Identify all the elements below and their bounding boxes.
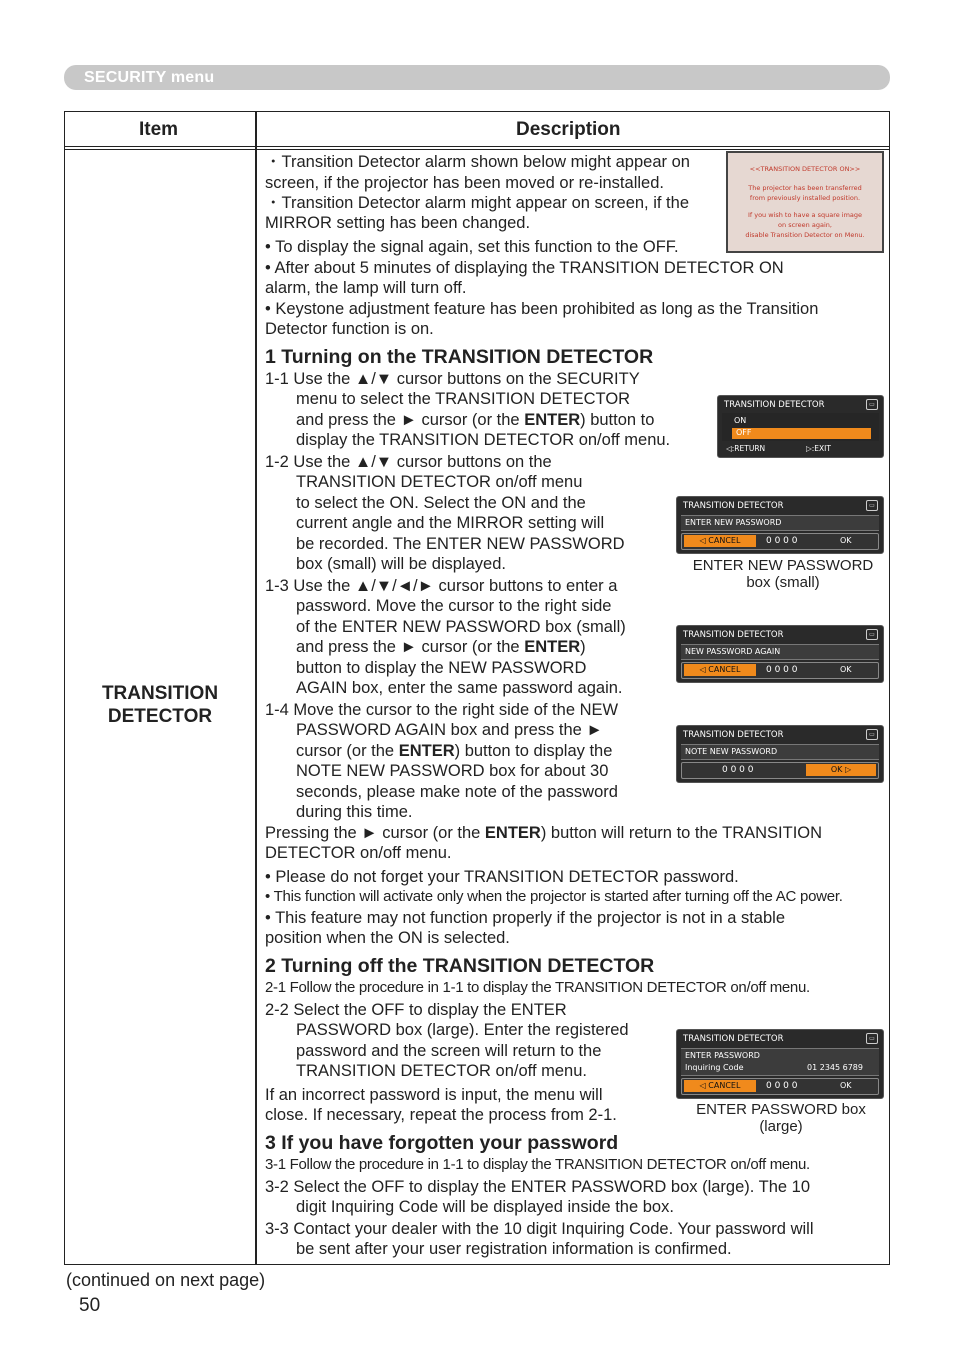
osd-title: TRANSITION DETECTOR — [724, 400, 825, 410]
osd-new-password-again-image — [676, 625, 884, 683]
step-line: AGAIN box, enter the same password again. — [296, 679, 623, 697]
osd-enter-password-large-image — [676, 1029, 884, 1099]
osd-title: TRANSITION DETECTOR — [683, 730, 784, 740]
caption-small-box: ENTER NEW PASSWORD box (small) — [692, 557, 874, 591]
intro-line: Detector function is on. — [265, 320, 434, 338]
osd-password-bar: ◁ CANCEL 0 0 0 0 OK — [681, 1078, 879, 1095]
osd-password-bar: ◁ CANCEL 0 0 0 0 OK — [681, 662, 879, 679]
menu-title: SECURITY menu — [84, 69, 215, 86]
step-line: 3-2 Select the OFF to display the ENTER PASSWORD box (large). The 10 — [265, 1178, 811, 1196]
step-line: 1-1 Use the ▲/▼ cursor buttons on the SECURITY — [265, 370, 640, 388]
column-divider — [255, 112, 257, 1264]
step-line: 1-4 Move the cursor to the right side of the NEW — [265, 701, 619, 719]
step-line: to select the ON. Select the ON and the — [296, 494, 586, 512]
step-line: display the TRANSITION DETECTOR on/off menu. — [296, 431, 671, 449]
step-line: TRANSITION DETECTOR on/off menu. — [296, 1062, 587, 1080]
step-line: PASSWORD box (large). Enter the registered — [296, 1021, 629, 1039]
option-off-selected: OFF — [732, 428, 871, 439]
osd-password-bar: 0 0 0 0 OK ▷ — [681, 762, 879, 779]
osd-onoff-menu-image — [717, 395, 884, 458]
return-hint: ◁:RETURN — [726, 444, 766, 453]
header-divider-double — [65, 149, 889, 150]
section1-heading: 1 Turning on the TRANSITION DETECTOR — [265, 346, 654, 368]
menu-icon: ▭ — [866, 399, 878, 410]
step-line: and press the ► cursor (or the ENTER) — [296, 638, 586, 656]
option-on: ON — [734, 416, 747, 425]
menu-icon: ▭ — [866, 629, 878, 640]
step-line: 3-1 Follow the procedure in 1-1 to display the TRANSITION DETECTOR on/off menu. — [265, 1156, 810, 1173]
step-line: of the ENTER NEW PASSWORD box (small) — [296, 618, 626, 636]
osd-password-bar: ◁ CANCEL 0 0 0 0 OK — [681, 533, 879, 550]
step-line: cursor (or the ENTER) button to display the — [296, 742, 613, 760]
step-line: NOTE NEW PASSWORD box for about 30 — [296, 762, 609, 780]
step-line: be recorded. The ENTER NEW PASSWORD — [296, 535, 625, 553]
column-header-description: Description — [516, 119, 621, 140]
osd-title: TRANSITION DETECTOR — [683, 501, 784, 511]
step-line: digit Inquiring Code will be displayed inside the box. — [296, 1198, 674, 1216]
step-line: close. If necessary, repeat the process from 2-1. — [265, 1106, 617, 1124]
osd-label-row: NEW PASSWORD AGAIN — [681, 644, 879, 660]
column-header-item: Item — [139, 119, 179, 140]
step-line: TRANSITION DETECTOR on/off menu — [296, 473, 583, 491]
intro-line: • Keystone adjustment feature has been prohibited as long as the Transition — [265, 300, 819, 318]
osd-note-new-password-image — [676, 725, 884, 783]
osd-enter-new-password-image — [676, 496, 884, 554]
page-number: 50 — [79, 1295, 101, 1316]
step-line: during this time. — [296, 803, 413, 821]
intro-line: ・Transition Detector alarm might appear on screen, if the — [265, 194, 689, 212]
note-line: • Please do not forget your TRANSITION DETECTOR password. — [265, 868, 739, 886]
osd-title: TRANSITION DETECTOR — [683, 1034, 784, 1044]
intro-line: MIRROR setting has been changed. — [265, 214, 531, 232]
step-line: 1-3 Use the ▲/▼/◄/► cursor buttons to enter a — [265, 577, 618, 595]
step-line: and press the ► cursor (or the ENTER) button to — [296, 411, 655, 429]
continued-note: (continued on next page) — [66, 1270, 266, 1290]
osd-label-row: NOTE NEW PASSWORD — [681, 744, 879, 760]
caption-large-box: ENTER PASSWORD box (large) — [696, 1101, 866, 1135]
step-line: seconds, please make note of the password — [296, 783, 618, 801]
alarm-screen-image: <<TRANSITION DETECTOR ON>> The projector has been transferred from previously installed position. If you wish to have a square image on screen again, disable Transition Detector on Menu. — [726, 151, 884, 253]
step-line: Pressing the ► cursor (or the ENTER) button will return to the TRANSITION — [265, 824, 823, 842]
note-line: position when the ON is selected. — [265, 929, 510, 947]
header-divider — [65, 146, 889, 147]
step-line: box (small) will be displayed. — [296, 555, 506, 573]
step-line: 2-1 Follow the procedure in 1-1 to display the TRANSITION DETECTOR on/off menu. — [265, 979, 810, 996]
osd-option-area — [722, 413, 879, 441]
osd-label-row: ENTER PASSWORD Inquiring Code 01 2345 6789 — [681, 1048, 879, 1076]
intro-line: ・Transition Detector alarm shown below might appear on — [265, 153, 690, 171]
step-line: current angle and the MIRROR setting will — [296, 514, 605, 532]
intro-line: alarm, the lamp will turn off. — [265, 279, 467, 297]
step-line: 2-2 Select the OFF to display the ENTER — [265, 1001, 567, 1019]
section3-heading: 3 If you have forgotten your password — [265, 1132, 619, 1154]
item-name: TRANSITION DETECTOR — [101, 683, 219, 727]
step-line: 1-2 Use the ▲/▼ cursor buttons on the — [265, 453, 552, 471]
intro-line: • After about 5 minutes of displaying the TRANSITION DETECTOR ON — [265, 259, 784, 277]
intro-line: • To display the signal again, set this function to the OFF. — [265, 238, 679, 256]
step-line: If an incorrect password is input, the menu will — [265, 1086, 603, 1104]
step-line: be sent after your user registration information is confirmed. — [296, 1240, 732, 1258]
menu-icon: ▭ — [866, 1033, 878, 1044]
section-header-bar — [64, 65, 890, 90]
step-line: DETECTOR on/off menu. — [265, 844, 452, 862]
step-line: button to display the NEW PASSWORD — [296, 659, 587, 677]
step-line: menu to select the TRANSITION DETECTOR — [296, 390, 631, 408]
note-line: • This feature may not function properly if the projector is not in a stable — [265, 909, 785, 927]
osd-label-row: ENTER NEW PASSWORD — [681, 515, 879, 531]
step-line: password and the screen will return to the — [296, 1042, 602, 1060]
step-line: password. Move the cursor to the right side — [296, 597, 612, 615]
menu-icon: ▭ — [866, 500, 878, 511]
step-line: 3-3 Contact your dealer with the 10 digit Inquiring Code. Your password will — [265, 1220, 814, 1238]
menu-icon: ▭ — [866, 729, 878, 740]
step-line: PASSWORD AGAIN box and press the ► — [296, 721, 603, 739]
section2-heading: 2 Turning off the TRANSITION DETECTOR — [265, 955, 655, 977]
intro-line: screen, if the projector has been moved or re-installed. — [265, 174, 664, 192]
note-line: • This function will activate only when the projector is started after turning off the AC power. — [265, 888, 843, 905]
osd-title: TRANSITION DETECTOR — [683, 630, 784, 640]
exit-hint: ▷:EXIT — [806, 444, 831, 453]
